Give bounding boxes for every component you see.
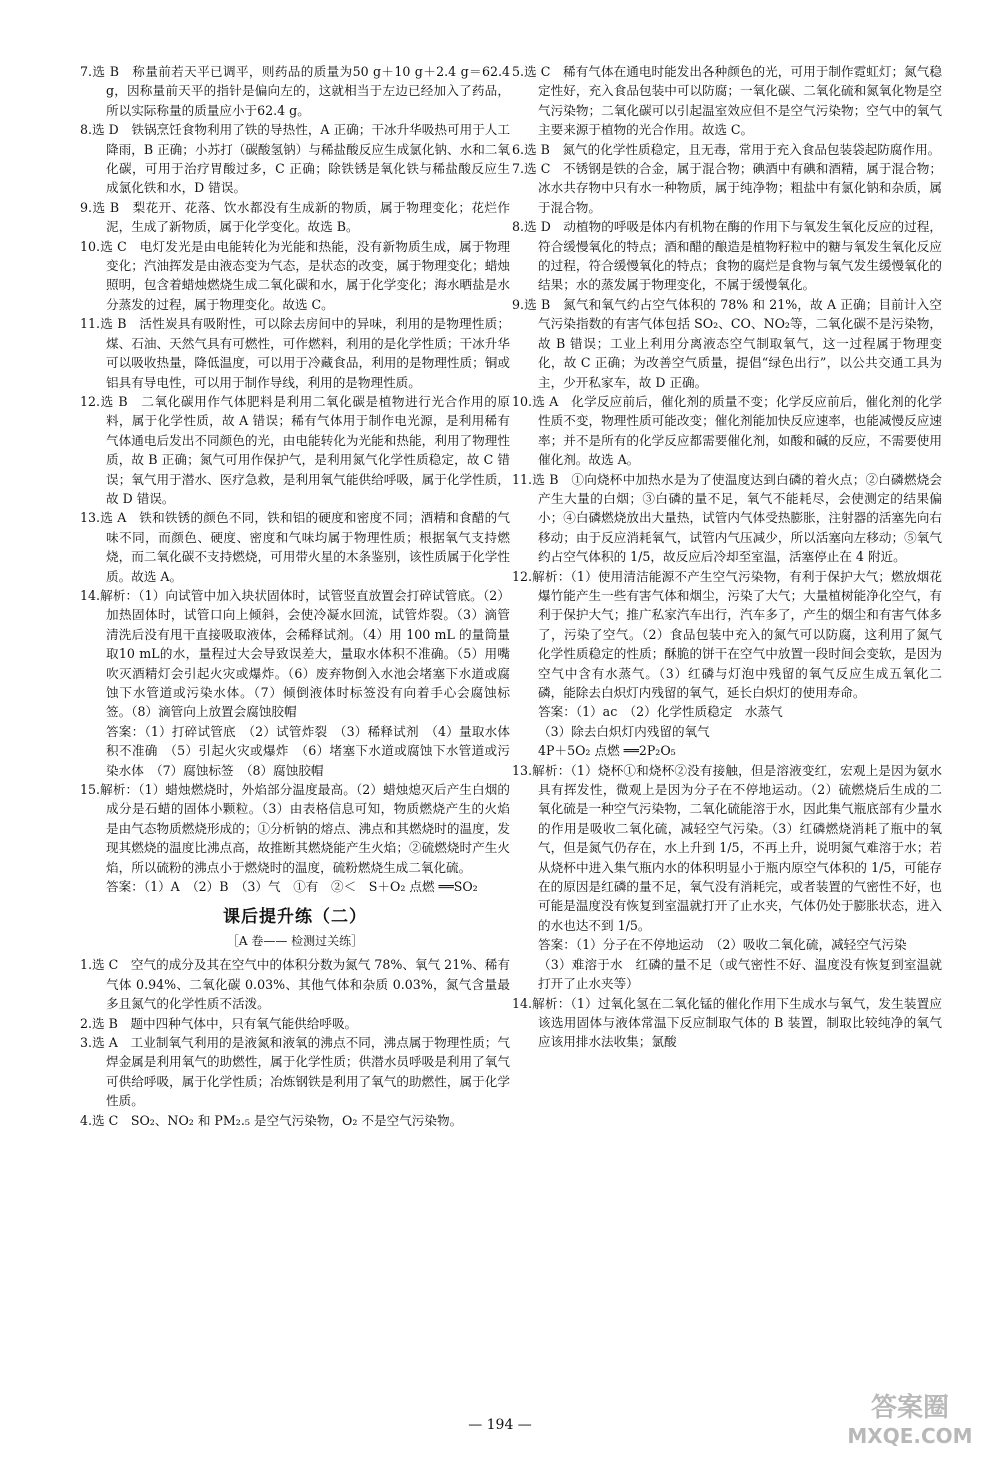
answer-item: 7.选 C 不锈钢是铁的合金，属于混合物；碘酒中有碘和酒精，属于混合物；冰水共存物中只有水一种物质，属于纯净物；粗盐中有氯化钠和杂质，属于混合物。 bbox=[512, 161, 942, 215]
page-number: — 194 — bbox=[468, 1417, 532, 1433]
answer-item: 6.选 B 氮气的化学性质稳定，且无毒，常用于充入食品包装袋起防腐作用。 bbox=[512, 141, 941, 157]
answer-key: 答案：（1）ac （2）化学性质稳定 水蒸气 bbox=[538, 704, 783, 720]
watermark-line1: 答案圈 bbox=[870, 1393, 950, 1423]
equation: 4P＋5O₂ 点燃 ══2P₂O₅ bbox=[538, 743, 676, 759]
answer-item: 7.选 B 称量前若天平已调平，则药品的质量为50 g＋10 g＋2.4 g＝62.4 g，因称量前天平的指针是偏向左的，这就相当于左边已经加入了药品，所以实际称量的质量应小于62.4 g。 bbox=[80, 64, 510, 118]
answer-item: 14.解析：（1）过氧化氢在二氧化锰的催化作用下生成水与氧气，发生装置应该选用固体与液体常温下反应制取气体的 B 装置，制取比较纯净的氧气应该用排水法收集；氯酸 bbox=[512, 995, 942, 1050]
answer-item: 10.选 C 电灯发光是由电能转化为光能和热能，没有新物质生成，属于物理变化；汽油挥发是由液态变为气态，是状态的改变，属于物理变化；蜡烛照明，包含着蜡烛燃烧生成二氧化碳和水，属于化学变化；海水晒盐是水分蒸发的过程，属于物理变化。故选 C。 bbox=[80, 238, 510, 312]
left-column bbox=[80, 62, 510, 1130]
answer-item: 12.选 B 二氧化碳用作气体肥料是利用二氧化碳是植物进行光合作用的原料，属于化学性质，故 A 错误；稀有气体用于制作电光源，是利用稀有气体通电后发出不同颜色的光，由电能转化为光能和热能，利用了物理性质，故 B 正确；氮气可用作保护气，是利用氮气化学性质稳定，故 C 错误；氧气用于潜水、医疗急救，是利用氧气能供给呼吸，属于化学性质，故 D 错误。 bbox=[80, 393, 510, 506]
answer-key: （3）难溶于水 红磷的量不足（或气密性不好、温度没有恢复到室温就打开了止水夹等） bbox=[538, 956, 942, 992]
answer-item: 2.选 B 题中四种气体中，只有氧气能供给呼吸。 bbox=[80, 1015, 358, 1031]
answer-item: 8.选 D 动植物的呼吸是体内有机物在酶的作用下与氧发生氧化反应的过程，符合缓慢氧化的特点；酒和醋的酿造是植物籽粒中的糖与氧发生氧化反应的过程，符合缓慢氧化的特点；食物的腐烂是食物与氧气发生缓慢氧化的结果；水的蒸发属于物理变化，不属于缓慢氧化。 bbox=[512, 219, 942, 293]
section-subtitle: ［A 卷—— 检测过关练］ bbox=[226, 933, 364, 948]
answer-item: 11.选 B 活性炭具有吸附性，可以除去房间中的异味，利用的是物理性质；煤、石油、天然气具有可燃性，可作燃料，利用的是化学性质；干冰升华可以吸收热量，降低温度，可以用于冷藏食品，利用的是物理性质；铜或铝具有导电性，可以用于制作导线，利用的是物理性质。 bbox=[80, 316, 510, 390]
answer-item: 9.选 B 梨花开、花落、饮水都没有生成新的物质，属于物理变化；花烂作泥，生成了新物质，属于化学变化。故选 B。 bbox=[80, 199, 510, 235]
answer-item: 13.解析：（1）烧杯①和烧杯②没有接触，但是溶液变红，宏观上是因为氨水具有挥发性，微观上是因为分子在不停地运动。（2）硫燃烧后生成的二氧化硫是一种空气污染物，二氧化硫能溶于水，因此集气瓶底部有少量水的作用是吸收二氧化硫，减轻空气污染。（3）红磷燃烧消耗了瓶中的氧气，但是氮气仍存在，水上升到 1/5，不再上升，说明氮气难溶于水；若从烧杯中进入集气瓶内水的体积明显小于瓶内原空气体积的 1/5，可能存在的原因是红磷的量不足，氧气没有消耗完，或者装置的气密性不好，也可能是温度没有恢复到室温就打开了止水夹，气体仍处于膨胀状态，进入的水也达不到 1/5。 bbox=[512, 762, 942, 933]
answer-key: 答案：（1）打碎试管底 （2）试管炸裂 （3）稀释试剂 （4）量取水体积不准确 （5）引起火灾或爆炸 （6）堵塞下水道或腐蚀下水管道或污染水体 （7）腐蚀标签 （8）腐蚀胶帽 bbox=[106, 723, 510, 778]
answer-item: 10.选 A 化学反应前后，催化剂的质量不变；化学反应前后，催化剂的化学性质不变，物理性质可能改变；催化剂能加快反应速率，也能减慢反应速率；并不是所有的化学反应都需要催化剂，如酸和碱的反应，不需要使用催化剂。故选 A。 bbox=[512, 393, 942, 468]
answer-key: （3）除去白炽灯内残留的氧气 bbox=[538, 723, 710, 739]
answer-item: 14.解析：（1）向试管中加入块状固体时，试管竖直放置会打碎试管底。（2）加热固体时，试管口向上倾斜，会使冷凝水回流，试管炸裂。（3）滴管清洗后没有甩干直接吸取液体，会稀释试剂。（4）用 100 mL 的量筒量取10 mL的水，量程过大会导致误差大，量取水体积不准确。（5）用嘴吹灭酒精灯会引起火灾或爆炸。（6）废弃物倒入水池会堵塞下水道或腐蚀下水管道或污染水体。（7）倾倒液体时标签没有向着手心会腐蚀标签。（8）滴管向上放置会腐蚀胶帽 bbox=[80, 587, 510, 720]
answer-item: 3.选 A 工业制氧气利用的是液氮和液氧的沸点不同，沸点属于物理性质；气焊金属是利用氧气的助燃性，属于化学性质；供潜水员呼吸是利用了氧气可供给呼吸，属于化学性质；冶炼钢铁是利用了氧气的助燃性，属于化学性质。 bbox=[80, 1034, 510, 1109]
answer-key: 答案：（1）A （2）B （3）气 ①有 ②＜ S＋O₂ 点燃 ══SO₂ bbox=[106, 879, 478, 895]
answer-item: 15.解析：（1）蜡烛燃烧时，外焰部分温度最高。（2）蜡烛熄灭后产生白烟的成分是石蜡的固体小颗粒。（3）由表格信息可知，物质燃烧产生的火焰是由气态物质燃烧形成的；①分析钠的熔点、沸点和其燃烧时的温度，发现其燃烧的温度比沸点高，故推断其燃烧能产生火焰；②硫燃烧时产生火焰，所以硫粉的沸点小于燃烧时的温度，硫粉燃烧生成二氧化硫。 bbox=[80, 782, 510, 875]
answer-item: 12.解析：（1）使用清洁能源不产生空气污染物，有利于保护大气；燃放烟花爆竹能产生一些有害气体和烟尘，污染了大气；大量植树能净化空气，有利于保护大气；推广私家汽车出行，汽车多了，产生的烟尘和有害气体多了，污染了空气。（2）食品包装中充入的氮气可以防腐，这利用了氮气化学性质稳定的性质；酥脆的饼干在空气中放置一段时间会变软，是因为空气中含有水蒸气。（3）红磷与灯泡中残留的氧气反应生成五氧化二磷，能除去白炽灯内残留的氧气，延长白炽灯的使用寿命。 bbox=[512, 568, 942, 700]
answer-item: 13.选 A 铁和铁锈的颜色不同，铁和铝的硬度和密度不同；酒精和食醋的气味不同，而颜色、硬度、密度和气味均属于物理性质；根据氧气支持燃烧，而二氧化碳不支持燃烧，可用带火星的木条鉴别，该性质属于化学性质。故选 A。 bbox=[80, 510, 510, 584]
answer-item: 11.选 B ①向烧杯中加热水是为了使温度达到白磷的着火点；②白磷燃烧会产生大量的白烟；③白磷的量不足，氧气不能耗尽，会使测定的结果偏小；④白磷燃烧放出大量热，试管内气体受热膨胀，注射器的活塞先向右移动；由于反应消耗氧气，试管内气压减少，所以活塞向左移动；⑤氧气约占空气体积的 1/5，故反应后冷却至室温，活塞停止在 4 附近。 bbox=[512, 471, 942, 565]
watermark-logo bbox=[830, 1388, 990, 1450]
answer-item: 1.选 C 空气的成分及其在空气中的体积分数为氮气 78%、氧气 21%、稀有气体 0.94%、二氧化碳 0.03%、其他气体和杂质 0.03%，氮气含量最多且氮气的化学性质不活泼。 bbox=[80, 957, 510, 1012]
answer-item: 8.选 D 铁锅烹饪食物利用了铁的导热性，A 正确；干冰升华吸热可用于人工降雨，B 正确；小苏打（碳酸氢钠）与稀盐酸反应生成氯化钠、水和二氧化碳，可用于治疗胃酸过多，C 正确；除铁锈是氧化铁与稀盐酸反应生成氯化铁和水，D 错误。 bbox=[80, 122, 510, 196]
answer-item: 5.选 C 稀有气体在通电时能发出各种颜色的光，可用于制作霓虹灯；氮气稳定性好，充入食品包装中可以防腐；一氧化碳、二氧化硫和氮氧化物是空气污染物；二氧化碳可以引起温室效应但不是空气污染物；空气中的氧气主要来源于植物的光合作用。故选 C。 bbox=[512, 64, 942, 138]
right-column bbox=[512, 62, 942, 1052]
answer-item: 4.选 C SO₂、NO₂ 和 PM₂.₅ 是空气污染物，O₂ 不是空气污染物。 bbox=[80, 1112, 463, 1128]
watermark-line2: MXQE.COM bbox=[847, 1424, 973, 1448]
section-title: 课后提升练（二） bbox=[223, 907, 367, 928]
answer-item: 9.选 B 氮气和氧气约占空气体积的 78% 和 21%，故 A 正确；目前计入空气污染指数的有害气体包括 SO₂、CO、NO₂等，二氧化碳不是污染物，故 B 错误；工业上利用分离液态空气制取氧气，这一过程属于物理变化，故 C 正确；为改善空气质量，提倡“绿色出行”，以公共交通工具为主，少开私家车，故 D 正确。 bbox=[512, 296, 942, 390]
answer-key: 答案：（1）分子在不停地运动 （2）吸收二氧化硫，减轻空气污染 bbox=[538, 937, 907, 953]
